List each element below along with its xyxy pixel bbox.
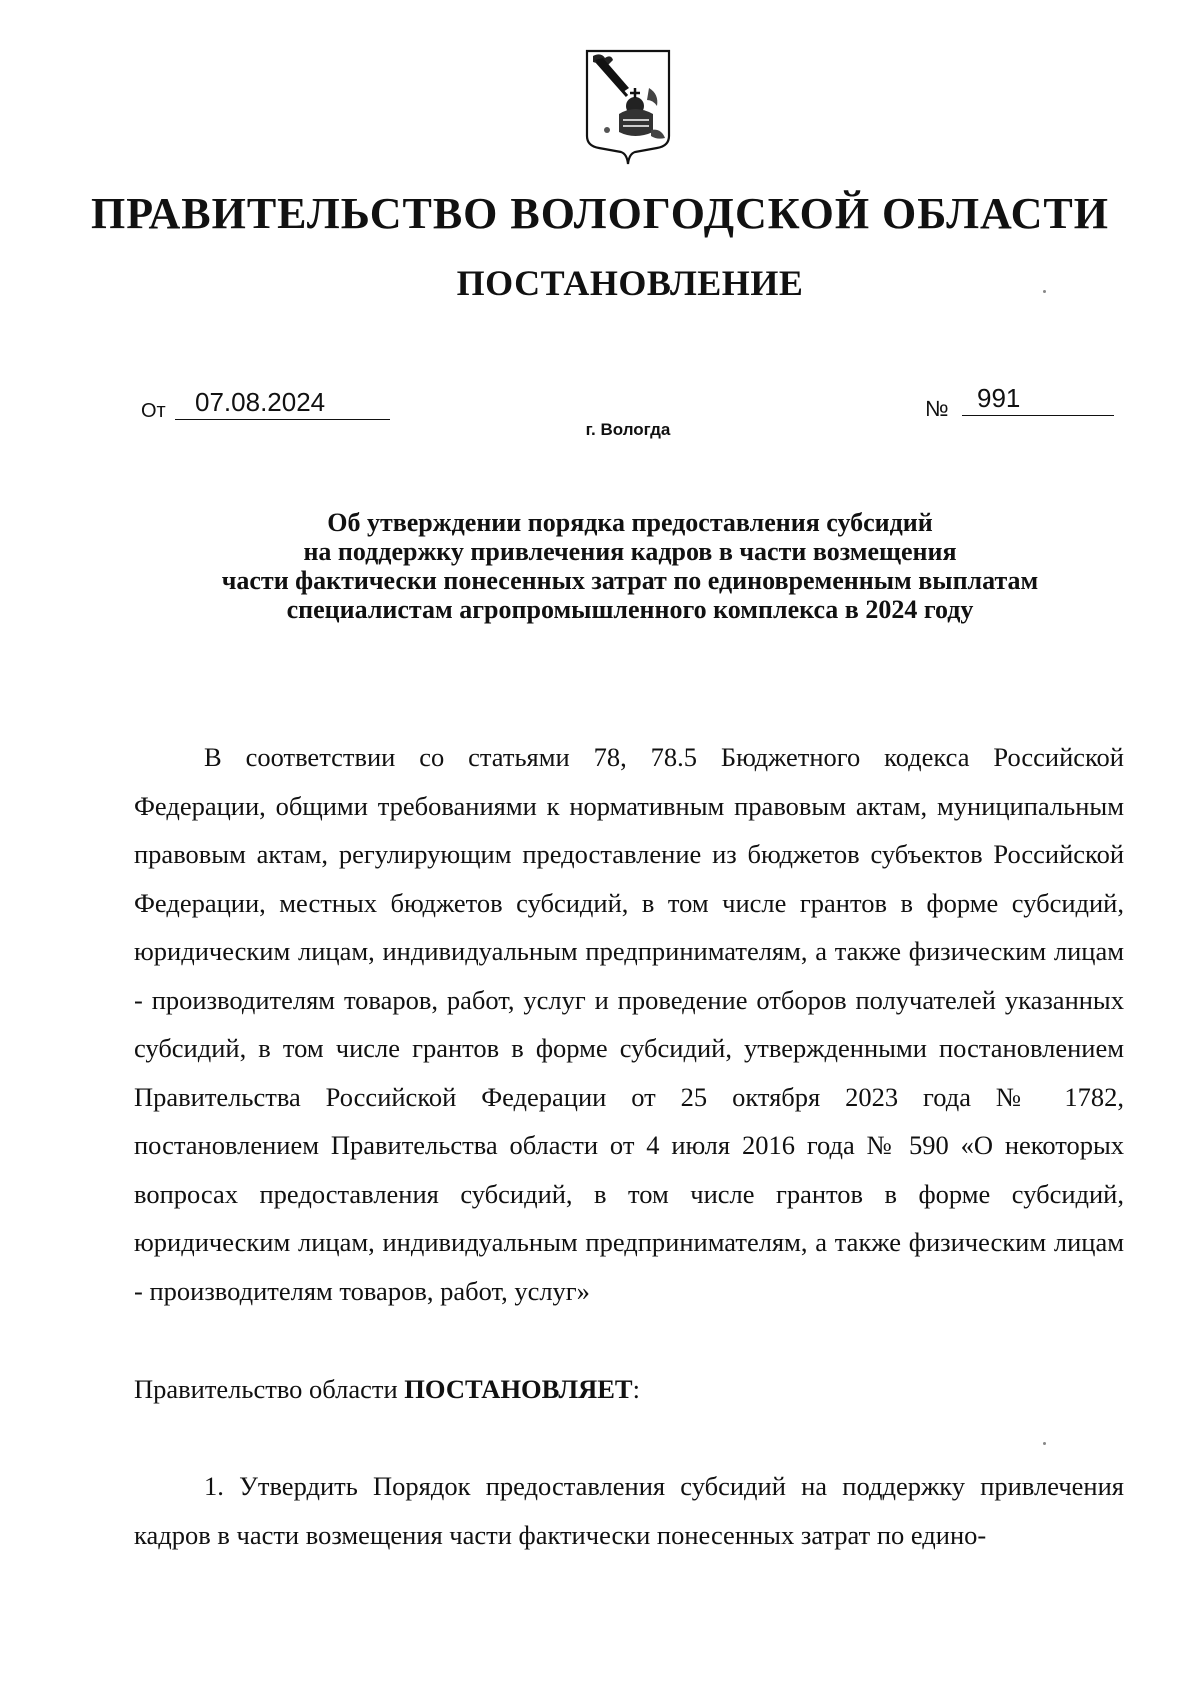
city-name: г. Вологда xyxy=(585,420,671,439)
document-title xyxy=(100,508,1160,624)
title-line: специалистам агропромышленного комплекса в 2024 году xyxy=(286,595,974,624)
coat-of-arms-icon xyxy=(583,48,673,168)
preamble-paragraph: В соответствии со статьями 78, 78.5 Бюджетного кодекса Российской Федерации, общими требованиями к нормативным правовым актам, муниципальным правовым актам, регулирующим предоставление из бюджетов субъектов Российской Федерации, местных бюджетов субсидий, в том числе грантов в форме субсидий, юридическим лицам, индивидуальным предпринимателям, а также физическим лицам - производителям товаров, работ, услуг и проведение отборов получателей указанных субсидий, в том числе грантов в форме субсидий, утвержденными постановлением Правительства Российской Федерации от 25 октября 2023 года № 1782, постановлением Правительства области от 4 июля 2016 года № 590 «О некоторых вопросах предоставления субсидий, в том числе грантов в форме субсидий, юридическим лицам, индивидуальным предпринимателям, а также физическим лицам - производителям товаров, работ, услуг» xyxy=(134,742,1124,1306)
resolve-line xyxy=(134,1365,640,1413)
document-type: ПОСТАНОВЛЕНИЕ xyxy=(456,263,804,303)
item-1-paragraph: 1. Утвердить Порядок предоставления субсидий на поддержку привлечения кадров в части возмещения части фактически понесенных затрат по едино- xyxy=(134,1471,1124,1550)
document-date: 07.08.2024 xyxy=(175,388,390,420)
resolve-suffix: : xyxy=(632,1374,640,1404)
government-title: ПРАВИТЕЛЬСТВО ВОЛОГОДСКОЙ ОБЛАСТИ xyxy=(91,189,1109,238)
number-prefix: № xyxy=(925,396,949,421)
resolve-word: ПОСТАНОВЛЯЕТ xyxy=(404,1374,633,1404)
scan-speck xyxy=(1043,1442,1046,1445)
scan-speck xyxy=(1043,290,1046,293)
document-number: 991 xyxy=(962,384,1114,416)
title-line: на поддержку привлечения кадров в части возмещения xyxy=(303,537,957,566)
date-prefix: От xyxy=(141,400,166,422)
resolve-prefix: Правительство области xyxy=(134,1374,405,1404)
title-line: части фактически понесенных затрат по единовременным выплатам xyxy=(221,566,1039,595)
title-line: Об утверждении порядка предоставления субсидий xyxy=(327,508,933,537)
